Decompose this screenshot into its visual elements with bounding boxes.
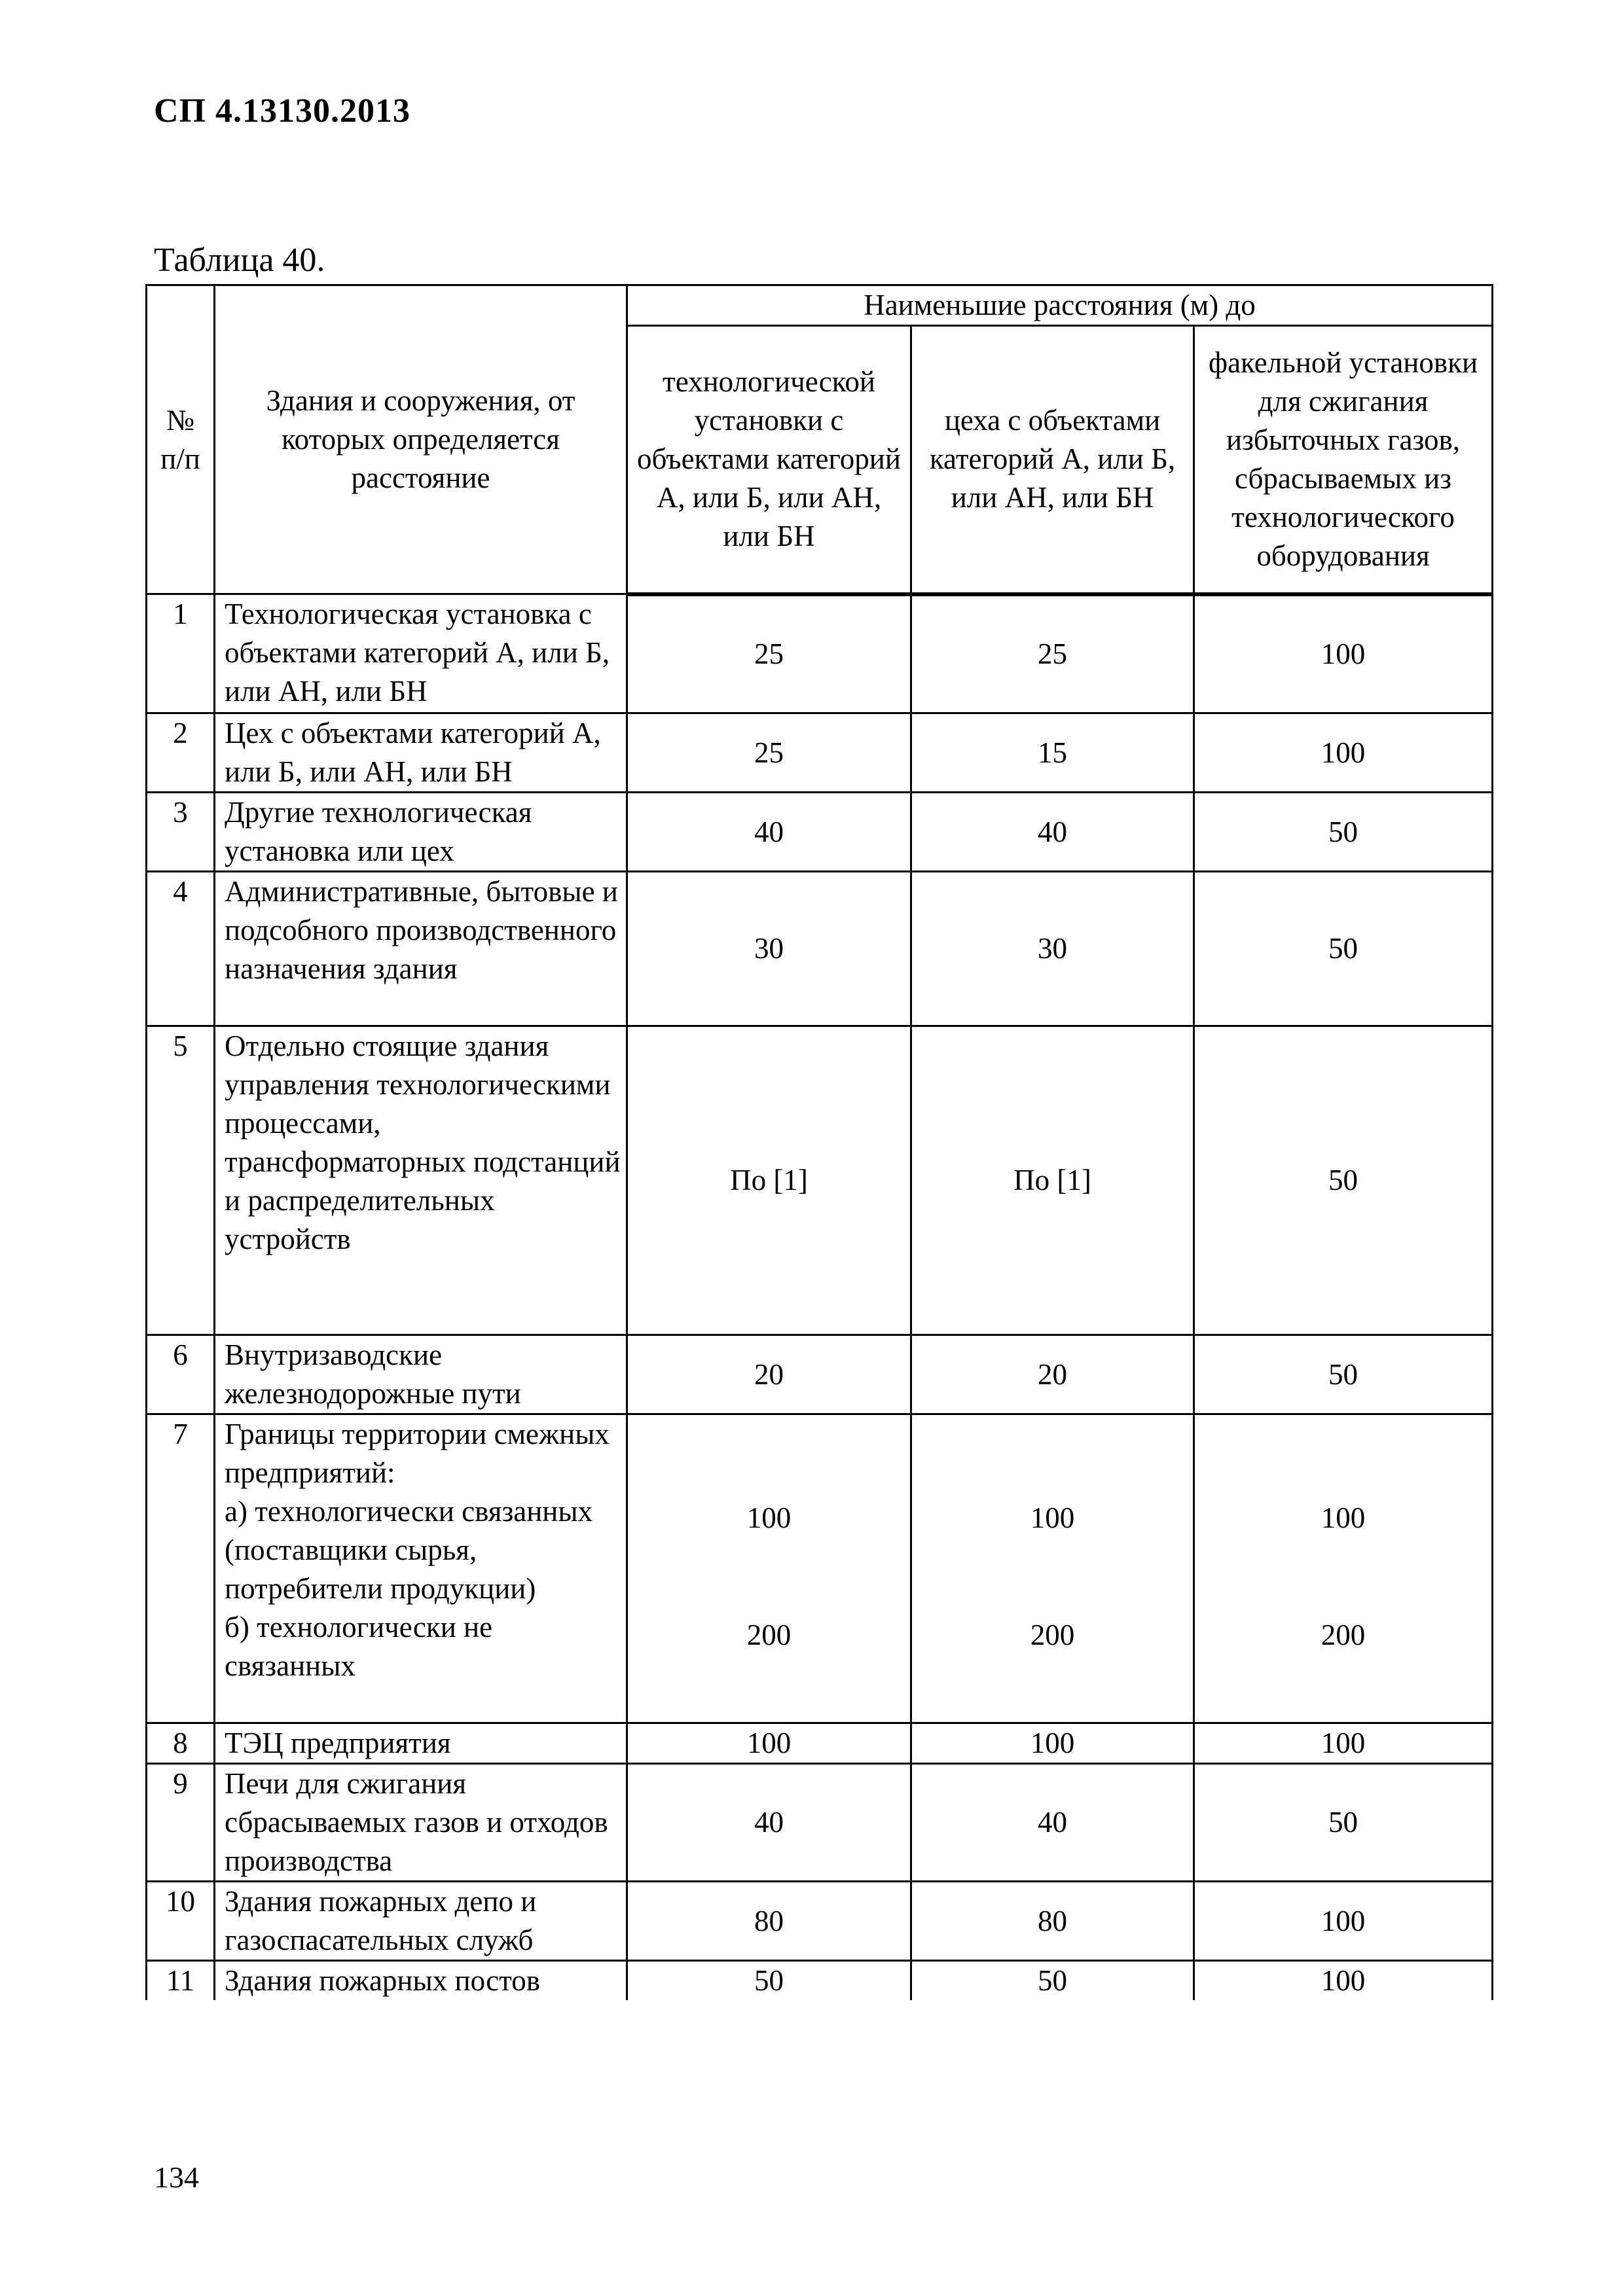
table-row — [147, 1723, 1493, 1764]
row-value-flare: 50 — [1194, 1026, 1493, 1335]
row-value-flare: 100 — [1194, 713, 1493, 793]
row-value-workshop: По [1] — [911, 1026, 1194, 1335]
row-number: 4 — [147, 872, 215, 1026]
row-value-tech-unit: 25 — [627, 713, 911, 793]
page-number: 134 — [154, 2161, 199, 2194]
header-col-workshop: цеха с объектами категорий А, или Б, или АН, или БН — [911, 326, 1194, 594]
row-name: ТЭЦ предприятия — [215, 1723, 627, 1764]
table-row — [147, 1882, 1493, 1961]
value-sub-b: 200 — [1321, 1619, 1366, 1651]
row-number: 9 — [147, 1764, 215, 1882]
row-value-flare: 100 — [1194, 1882, 1493, 1961]
row-value-workshop: 15 — [911, 713, 1194, 793]
row-value-workshop: 25 — [911, 594, 1194, 713]
row-value-flare: 100 — [1194, 1723, 1493, 1764]
row-name: Административные, бытовые и подсобного производственного назначения здания — [215, 872, 627, 1026]
row-value-workshop: 50 — [911, 1961, 1194, 2001]
row-value-workshop: 40 — [911, 793, 1194, 872]
row-name — [215, 1414, 627, 1723]
document-code: СП 4.13130.2013 — [154, 92, 410, 130]
table-row — [147, 594, 1493, 713]
row-value-flare: 50 — [1194, 872, 1493, 1026]
row-name: Здания пожарных депо и газоспасательных служб — [215, 1882, 627, 1961]
row-number: 6 — [147, 1335, 215, 1414]
row-value-tech-unit: 40 — [627, 1764, 911, 1882]
row-number: 1 — [147, 594, 215, 713]
row-value-workshop: 30 — [911, 872, 1194, 1026]
row-value-tech-unit: 30 — [627, 872, 911, 1026]
row-value-tech-unit: 100 — [627, 1723, 911, 1764]
row-value-flare: 50 — [1194, 1335, 1493, 1414]
row-value-workshop — [911, 1414, 1194, 1723]
value-sub-a: 100 — [1321, 1501, 1366, 1534]
header-col-flare: факельной установки для сжигания избыточных газов, сбрасываемых из технологического оборудования — [1194, 326, 1493, 594]
header-number: № п/п — [147, 285, 215, 594]
row-name: Цех с объектами категорий А, или Б, или АН, или БН — [215, 713, 627, 793]
table-row — [147, 872, 1493, 1026]
distance-table — [145, 284, 1493, 2000]
row-value-flare: 100 — [1194, 1961, 1493, 2001]
row-number: 2 — [147, 713, 215, 793]
row-value-workshop: 20 — [911, 1335, 1194, 1414]
row-name: Печи для сжигания сбрасываемых газов и отходов производства — [215, 1764, 627, 1882]
row-name-main: Границы территории смежных предприятий: — [225, 1418, 610, 1489]
row-name-sub-a: а) технологически связанных (поставщики сырья, потребители продукции) — [225, 1495, 593, 1605]
row-number: 10 — [147, 1882, 215, 1961]
row-name: Технологическая установка с объектами категорий А, или Б, или АН, или БН — [215, 594, 627, 713]
row-number: 3 — [147, 793, 215, 872]
row-name: Отдельно стоящие здания управления технологическими процессами, трансформаторных подстанций и распределительных устройств — [215, 1026, 627, 1335]
row-value-flare: 50 — [1194, 1764, 1493, 1882]
row-name-sub-b: б) технологически не связанных — [225, 1611, 493, 1682]
table-row — [147, 1961, 1493, 2001]
row-value-flare: 100 — [1194, 594, 1493, 713]
row-value-tech-unit: По [1] — [627, 1026, 911, 1335]
row-value-tech-unit: 25 — [627, 594, 911, 713]
row-number: 5 — [147, 1026, 215, 1335]
row-number: 11 — [147, 1961, 215, 2001]
value-sub-b: 200 — [746, 1619, 792, 1651]
row-value-tech-unit: 20 — [627, 1335, 911, 1414]
header-group: Наименьшие расстояния (м) до — [627, 285, 1493, 326]
value-sub-a: 100 — [746, 1501, 792, 1534]
row-number: 8 — [147, 1723, 215, 1764]
row-value-tech-unit: 50 — [627, 1961, 911, 2001]
row-value-workshop: 40 — [911, 1764, 1194, 1882]
row-value-flare — [1194, 1414, 1493, 1723]
value-sub-b: 200 — [1030, 1619, 1075, 1651]
row-value-workshop: 100 — [911, 1723, 1194, 1764]
table-row — [147, 1335, 1493, 1414]
value-sub-a: 100 — [1030, 1501, 1075, 1534]
row-name: Другие технологическая установка или цех — [215, 793, 627, 872]
table-body — [147, 594, 1493, 2001]
row-name: Внутризаводские железнодорожные пути — [215, 1335, 627, 1414]
row-name: Здания пожарных постов — [215, 1961, 627, 2001]
table-row — [147, 1764, 1493, 1882]
row-value-tech-unit: 40 — [627, 793, 911, 872]
table-row — [147, 1414, 1493, 1723]
row-value-workshop: 80 — [911, 1882, 1194, 1961]
row-value-flare: 50 — [1194, 793, 1493, 872]
table-header — [147, 285, 1493, 594]
row-value-tech-unit — [627, 1414, 911, 1723]
table-caption: Таблица 40. — [154, 242, 325, 279]
table-row — [147, 713, 1493, 793]
header-name: Здания и сооружения, от которых определяется расстояние — [215, 285, 627, 594]
row-value-tech-unit: 80 — [627, 1882, 911, 1961]
row-number: 7 — [147, 1414, 215, 1723]
table-row — [147, 793, 1493, 872]
table-row — [147, 1026, 1493, 1335]
header-col-tech-unit: технологической установки с объектами категорий А, или Б, или АН, или БН — [627, 326, 911, 594]
